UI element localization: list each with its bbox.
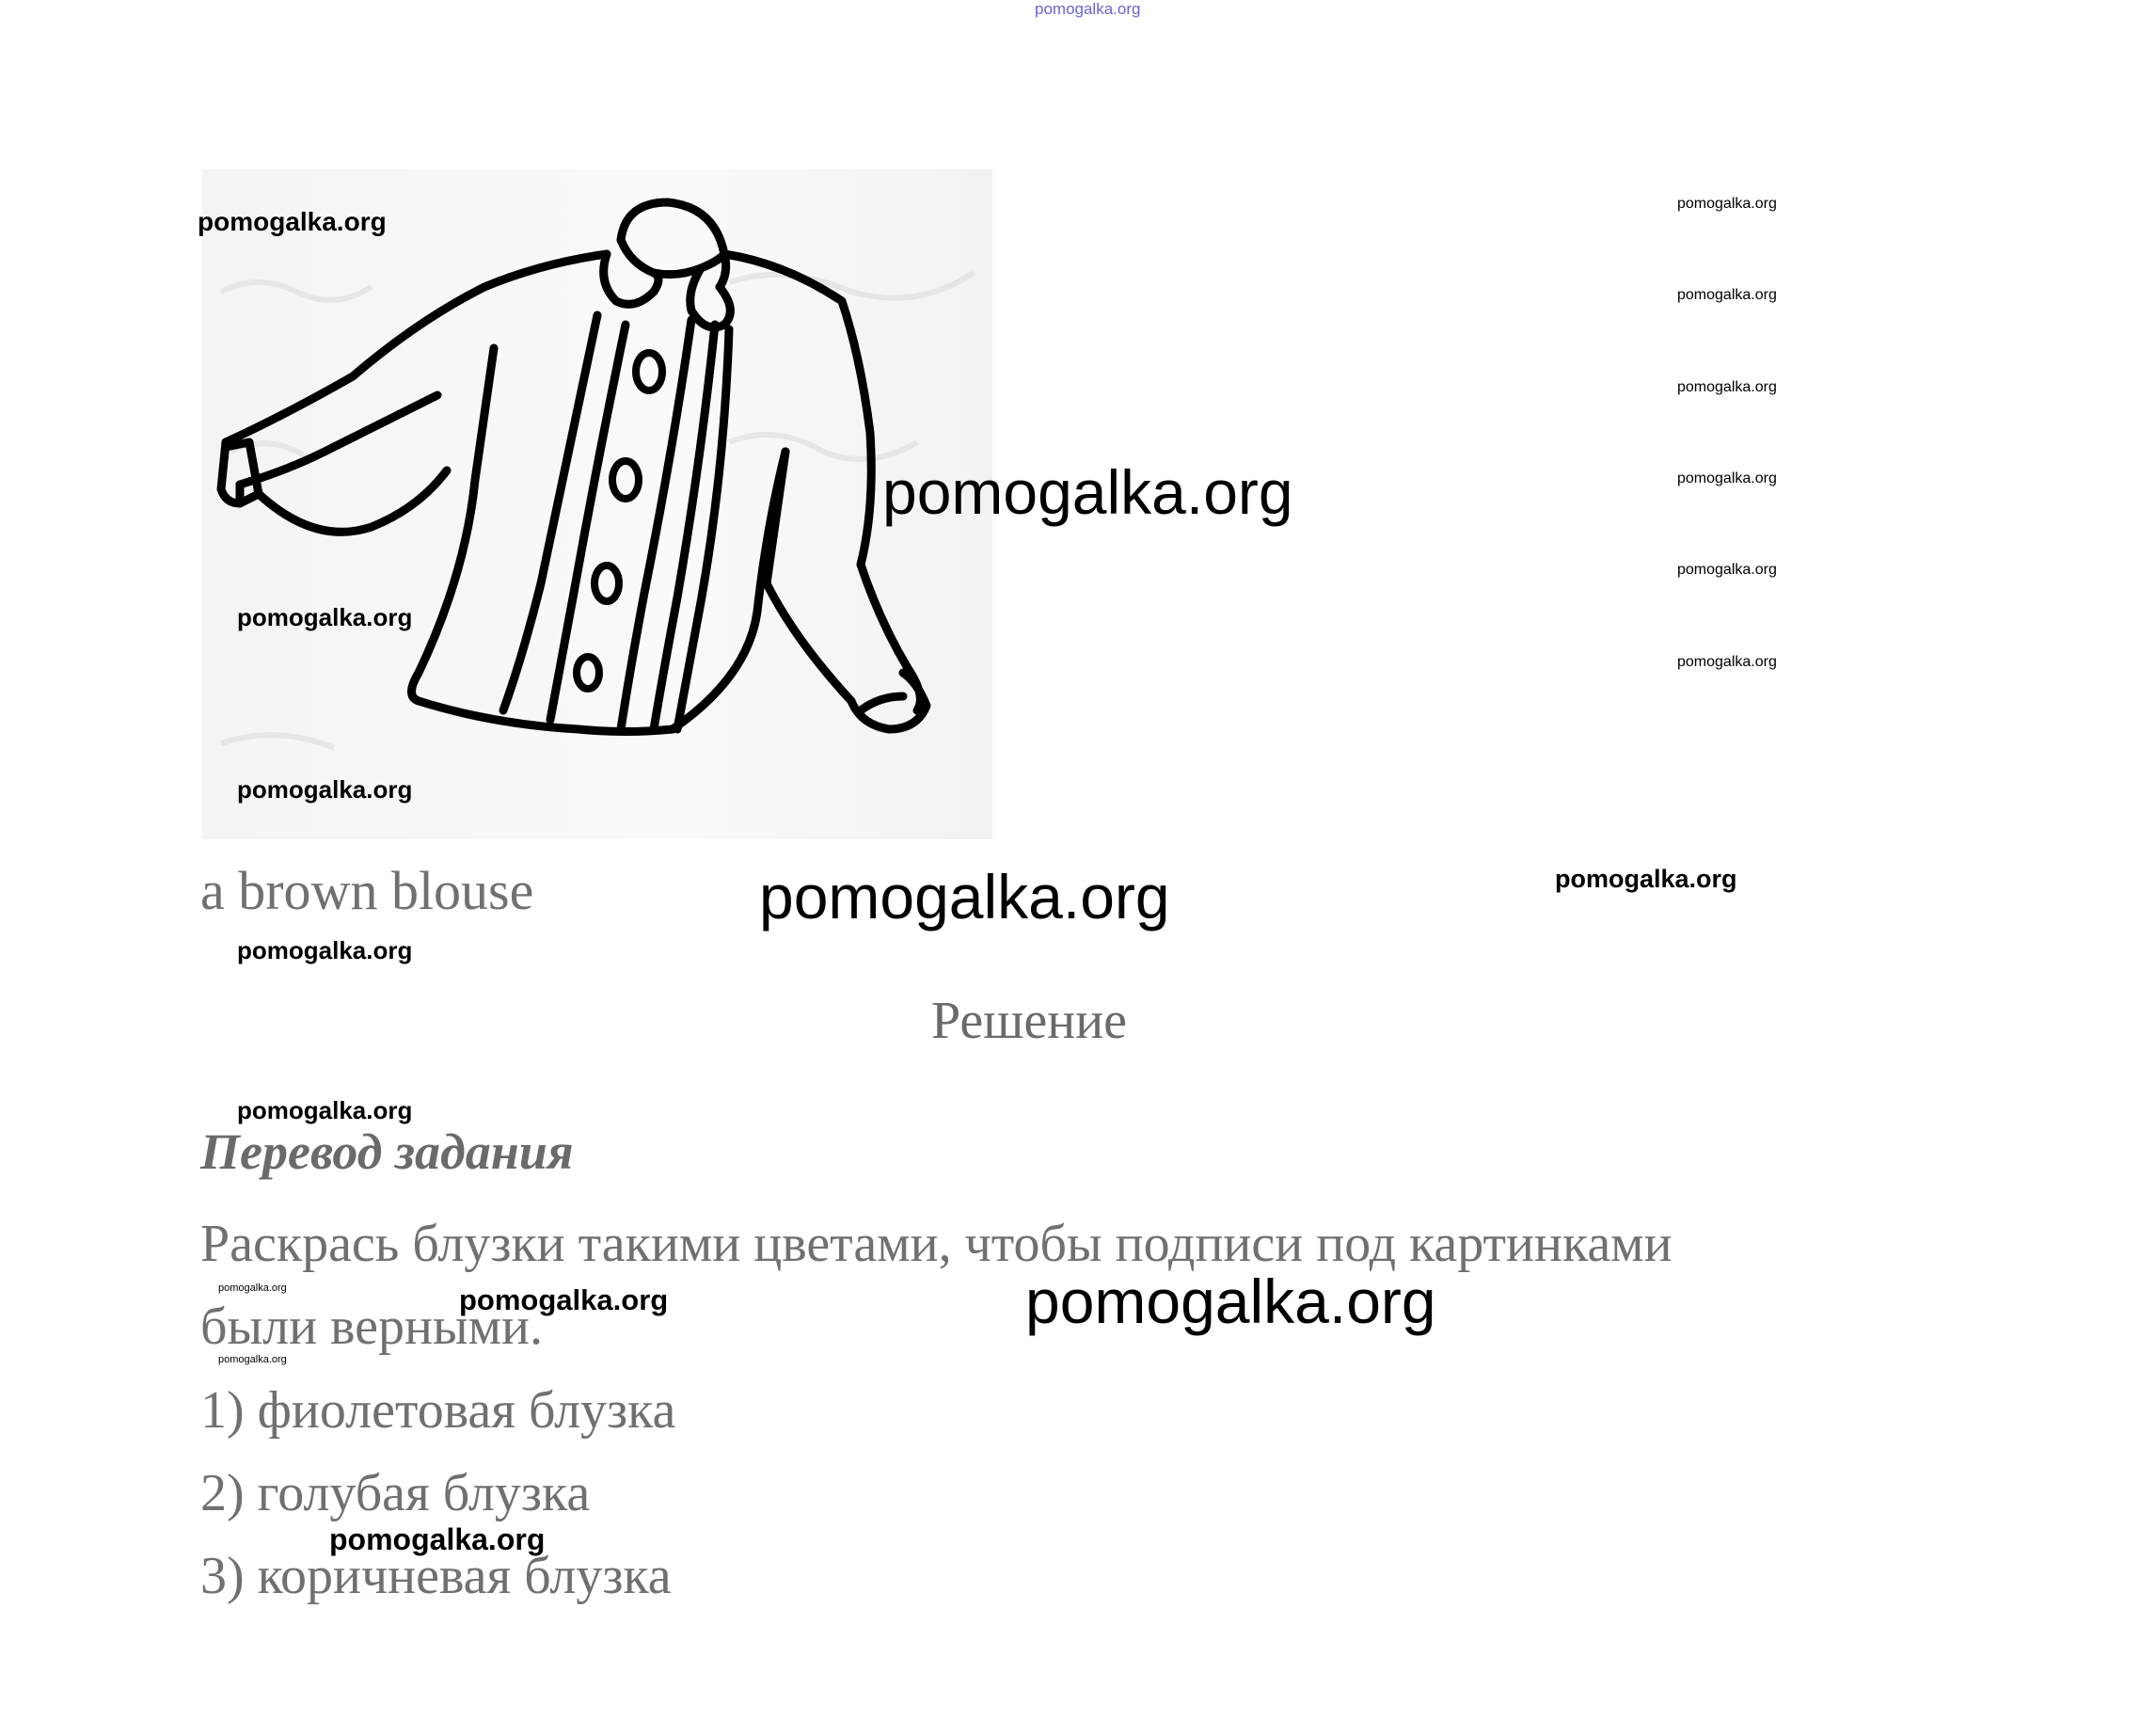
watermark: pomogalka.org [237, 1096, 413, 1124]
watermark: pomogalka.org [1677, 196, 1777, 212]
watermark: pomogalka.org [237, 603, 413, 631]
watermark: pomogalka.org [329, 1522, 546, 1556]
answer-list [200, 1369, 675, 1617]
watermark: pomogalka.org [1677, 287, 1777, 303]
list-item: 2) голубая блузка [200, 1464, 591, 1522]
watermark: pomogalka.org [1677, 562, 1777, 578]
watermark: pomogalka.org [218, 1354, 287, 1365]
task-translation-heading: Перевод задания [200, 1123, 574, 1180]
site-link[interactable]: pomogalka.org [1035, 0, 1141, 18]
watermark: pomogalka.org [882, 457, 1293, 527]
watermark: pomogalka.org [1677, 654, 1777, 670]
blouse-drawing [202, 169, 992, 839]
watermark: pomogalka.org [218, 1282, 287, 1294]
watermark: pomogalka.org [237, 936, 413, 964]
list-item: 3) коричневая блузка [200, 1547, 672, 1605]
watermark: pomogalka.org [459, 1283, 669, 1316]
figure-caption: a brown blouse [200, 860, 534, 921]
watermark: pomogalka.org [1555, 865, 1737, 893]
watermark: pomogalka.org [1677, 379, 1777, 395]
watermark: pomogalka.org [198, 207, 387, 236]
task-translation-text: Раскрась блузки такими цветами, чтобы подписи под картинками были верными. [200, 1215, 1672, 1356]
list-item: 1) фиолетовая блузка [200, 1381, 676, 1440]
watermark: pomogalka.org [759, 862, 1170, 932]
solution-heading: Решение [931, 992, 1128, 1050]
watermark: pomogalka.org [1677, 470, 1777, 486]
watermark: pomogalka.org [237, 775, 413, 804]
watermark: pomogalka.org [1025, 1266, 1436, 1336]
blouse-illustration [202, 169, 992, 839]
